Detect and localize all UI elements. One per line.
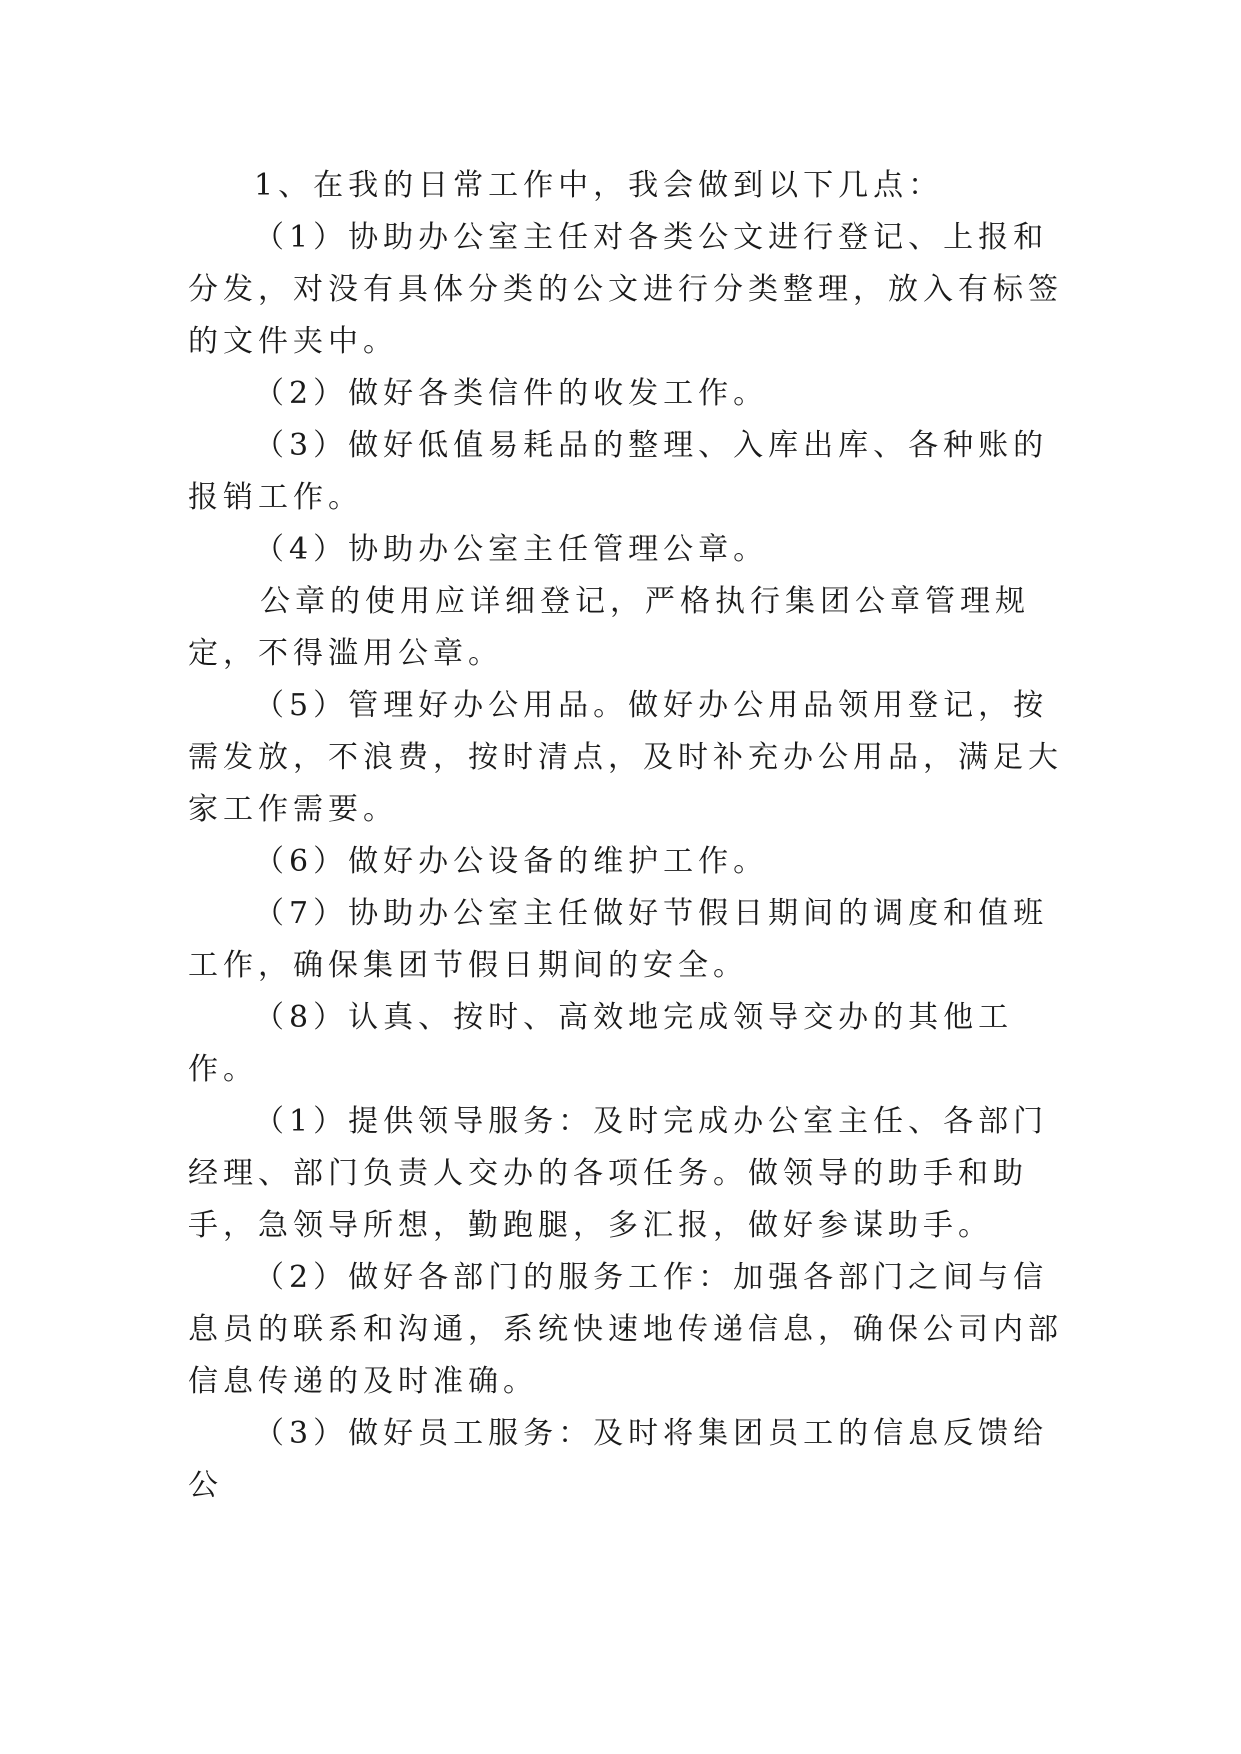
- paragraph-service-1: （1）提供领导服务：及时完成办公室主任、各部门经理、部门负责人交办的各项任务。做领导的助手和助手，急领导所想，勤跑腿，多汇报，做好参谋助手。: [188, 1104, 1049, 1243]
- paragraph-intro: 1、在我的日常工作中，我会做到以下几点：: [254, 168, 944, 203]
- paragraph-item-6: （6）做好办公设备的维护工作。: [254, 844, 769, 879]
- paragraph-item-1: （1）协助办公室主任对各类公文进行登记、上报和分发，对没有具体分类的公文进行分类整理，放入有标签的文件夹中。: [188, 220, 1063, 359]
- paragraph-item-8: （8）认真、按时、高效地完成领导交办的其他工作。: [188, 1000, 1014, 1087]
- paragraph-service-2: （2）做好各部门的服务工作：加强各部门之间与信息员的联系和沟通，系统快速地传递信息，确保公司内部信息传递的及时准确。: [188, 1260, 1063, 1399]
- paragraph-item-5: （5）管理好办公用品。做好办公用品领用登记，按需发放，不浪费，按时清点，及时补充办公用品，满足大家工作需要。: [188, 688, 1063, 827]
- paragraph-service-3: （3）做好员工服务：及时将集团员工的信息反馈给公: [188, 1416, 1049, 1503]
- paragraph-item-2: （2）做好各类信件的收发工作。: [254, 376, 769, 411]
- paragraph-item-7: （7）协助办公室主任做好节假日期间的调度和值班工作，确保集团节假日期间的安全。: [188, 896, 1049, 983]
- paragraph-item-4: （4）协助办公室主任管理公章。: [254, 532, 769, 567]
- paragraph-item-3: （3）做好低值易耗品的整理、入库出库、各种账的报销工作。: [188, 428, 1049, 515]
- paragraph-seal-rules: 公章的使用应详细登记，严格执行集团公章管理规定，不得滥用公章。: [188, 584, 1030, 671]
